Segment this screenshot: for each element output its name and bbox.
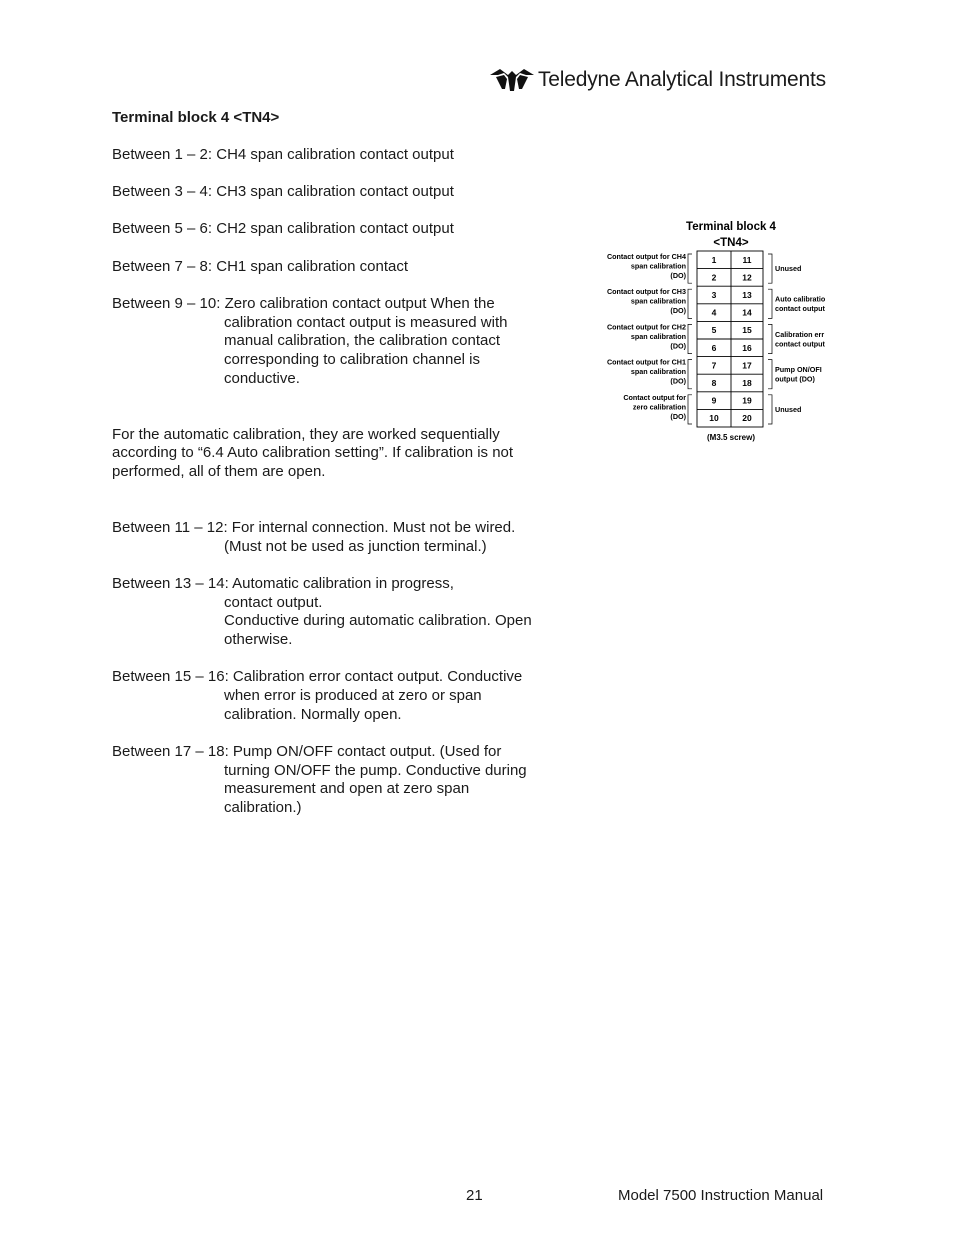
terminal-description: [112, 575, 562, 650]
left-label-line: Contact output for CH1: [606, 357, 686, 367]
left-label-line: Contact output for: [623, 392, 686, 402]
right-label-line: Unused: [775, 404, 802, 414]
terminal-number: 18: [742, 378, 752, 388]
description-line: Between 11 – 12: For internal connection. Must not be wired.: [112, 518, 516, 536]
description-line: Between 3 – 4: CH3 span calibration contact output: [112, 183, 454, 200]
terminal-block-diagram: [600, 216, 840, 448]
description-continuation: turning ON/OFF the pump. Conductive during: [224, 761, 527, 779]
left-label-line: (DO): [670, 376, 686, 386]
right-bracket: [768, 289, 772, 318]
right-bracket: [768, 324, 772, 353]
description-continuation: when error is produced at zero or span: [224, 687, 482, 704]
terminal-description: [112, 743, 562, 818]
right-label-line: contact output: [775, 339, 825, 349]
terminal-number: 16: [742, 342, 752, 353]
terminal-number: 11: [742, 254, 752, 265]
paragraph-line: For the automatic calibration, they are worked sequentially: [112, 425, 500, 443]
description-continuation: otherwise.: [224, 631, 293, 648]
terminal-number: 14: [742, 307, 752, 318]
description-continuation: calibration. Normally open.: [224, 705, 402, 723]
terminal-number: 10: [709, 413, 719, 424]
left-label-line: (DO): [670, 341, 686, 351]
description-continuation: contact output.: [224, 593, 323, 611]
page-number: 21: [466, 1187, 483, 1204]
description-continuation: corresponding to calibration channel is: [224, 351, 480, 368]
paragraph-line: performed, all of them are open.: [112, 463, 326, 480]
left-bracket: [688, 395, 692, 424]
right-label-line: Auto calibratio: [775, 294, 826, 304]
terminal-number: 3: [711, 290, 717, 300]
description-line: Between 15 – 16: Calibration error contact output. Conductive: [112, 668, 523, 686]
page-header: [490, 64, 826, 96]
description-line: Between 9 – 10: Zero calibration contact output When the: [112, 294, 495, 312]
description-continuation: calibration.): [224, 799, 302, 817]
left-label-line: Contact output for CH3: [606, 287, 686, 297]
left-label-line: span calibration: [630, 331, 686, 341]
terminal-number: 1: [711, 254, 717, 265]
terminal-description: [112, 519, 562, 556]
right-label-line: contact output: [775, 304, 825, 314]
description-continuation: conductive.: [224, 369, 300, 387]
terminal-number: 6: [711, 342, 717, 353]
left-label-line: (DO): [670, 271, 686, 280]
left-label-line: Contact output for CH2: [606, 322, 686, 332]
left-bracket: [688, 289, 692, 318]
right-bracket: [768, 360, 772, 389]
description-continuation: manual calibration, the calibration contact: [224, 332, 500, 350]
right-bracket: [768, 254, 772, 283]
terminal-number: 17: [742, 360, 752, 371]
right-bracket: [768, 395, 772, 424]
terminal-list-a: [112, 146, 562, 389]
diagram-title: Terminal block 4: [686, 221, 776, 233]
description-line: Between 1 – 2: CH4 span calibration contact output: [112, 145, 454, 163]
right-label-line: Pump ON/OFI: [775, 364, 822, 374]
auto-calibration-paragraph: [112, 426, 562, 482]
description-continuation: (Must not be used as junction terminal.): [224, 537, 487, 555]
terminal-description: [112, 183, 562, 202]
terminal-description: [112, 220, 562, 239]
terminal-number: 15: [742, 325, 752, 336]
left-label-line: (DO): [670, 411, 686, 421]
terminal-number: 4: [711, 307, 717, 318]
description-continuation: Conductive during automatic calibration. Open: [224, 612, 532, 630]
terminal-number: 8: [711, 378, 717, 388]
right-label-line: output (DO): [775, 374, 815, 384]
description-line: Between 5 – 6: CH2 span calibration contact output: [112, 220, 454, 238]
left-label-line: span calibration: [630, 261, 686, 271]
left-label-line: span calibration: [630, 296, 686, 306]
brand-name: Teledyne Analytical Instruments: [538, 68, 826, 91]
section-heading: Terminal block 4 <TN4>: [112, 109, 280, 126]
left-label-line: span calibration: [630, 367, 686, 377]
left-label-line: Contact output for CH4: [606, 252, 686, 261]
diagram-footnote: (M3.5 screw): [706, 433, 756, 442]
terminal-number: 7: [711, 360, 717, 371]
left-label-line: zero calibration: [632, 402, 686, 412]
description-continuation: measurement and open at zero span: [224, 780, 470, 798]
right-label-line: Unused: [775, 264, 802, 274]
page-content: [112, 109, 562, 836]
description-line: Between 17 – 18: Pump ON/OFF contact output. (Used for: [112, 743, 502, 760]
terminal-list-b: [112, 519, 562, 818]
terminal-number: 12: [742, 272, 752, 283]
terminal-description: [112, 146, 562, 165]
terminal-description: [112, 258, 562, 277]
terminal-number: 2: [711, 272, 717, 283]
left-label-line: (DO): [670, 306, 686, 316]
terminal-description: [112, 668, 562, 724]
teledyne-logo-icon: [490, 67, 534, 93]
description-line: Between 13 – 14: Automatic calibration in progress,: [112, 574, 454, 592]
terminal-number: 5: [711, 325, 717, 336]
diagram-subtitle: <TN4>: [713, 237, 749, 249]
right-label-line: Calibration err: [775, 329, 825, 339]
terminal-number: 13: [742, 290, 752, 300]
description-line: Between 7 – 8: CH1 span calibration contact: [112, 257, 409, 275]
paragraph-line: according to “6.4 Auto calibration setting”. If calibration is not: [112, 444, 514, 462]
terminal-number: 19: [742, 395, 752, 406]
left-bracket: [688, 254, 692, 283]
manual-title: Model 7500 Instruction Manual: [618, 1187, 824, 1204]
description-continuation: calibration contact output is measured with: [224, 313, 508, 331]
terminal-description: [112, 295, 562, 389]
terminal-number: 9: [711, 395, 717, 406]
left-bracket: [688, 360, 692, 389]
left-bracket: [688, 324, 692, 353]
terminal-number: 20: [742, 413, 752, 424]
